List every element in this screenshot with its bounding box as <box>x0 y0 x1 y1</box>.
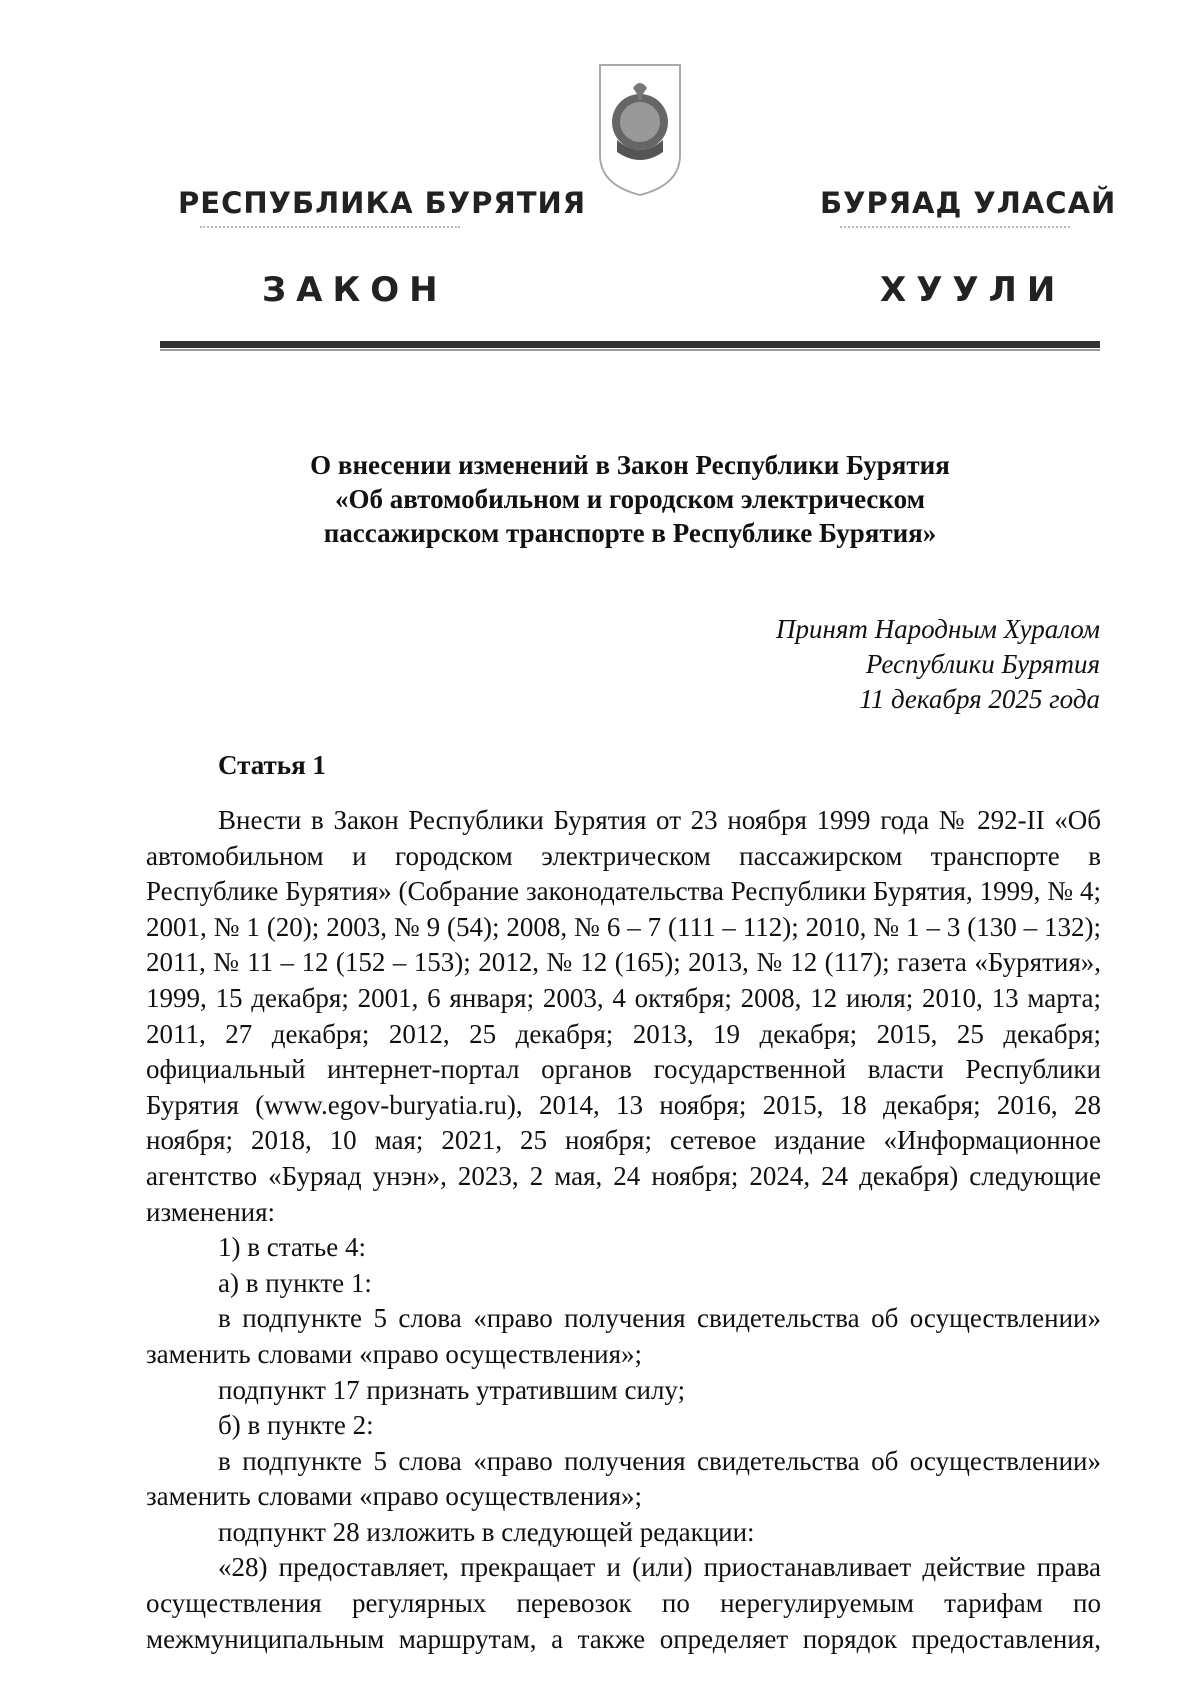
header-law-ru: ЗАКОН <box>262 270 448 310</box>
header-faint-line-right <box>840 226 1070 232</box>
article-heading: Статья 1 <box>218 750 326 780</box>
adopted-line-3: 11 декабря 2025 года <box>859 684 1100 714</box>
header-law-bua: ХУУЛИ <box>880 270 1066 310</box>
document-title <box>160 448 1100 550</box>
paragraph: Внести в Закон Республики Бурятия от 23 ноября 1999 года № 292-II «Об автомобильном и городском электрическом пассажирском транспорте в Республике Бурятия» (Собрание законодательства Республики Бурятия, 1999, № 4; 2001, № 1 (20); 2003, № 9 (54); 2008, № 6 – 7 (111 – 112); 2010, № 1 – 3 (130 – 132); 2011, № 11 – 12 (152 – 153); 2012, № 12 (165); 2013, № 12 (117); газета «Бурятия», 1999, 15 декабря; 2001, 6 января; 2003, 4 октября; 2008, 12 июля; 2010, 13 марта; 2011, 27 декабря; 2012, 25 декабря; 2013, 19 декабря; 2015, 25 декабря; официальный интернет-портал органов государственной власти Республики Бурятия (www.egov-buryatia.ru), 2014, 13 ноября; 2015, 18 декабря; 2016, 28 ноября; 2018, 10 мая; 2021, 25 ноября; сетевое издание «Информационное агентство «Буряад унэн», 2023, 2 мая, 24 ноября; 2024, 24 декабря) следующие изменения: <box>146 805 1101 1227</box>
adopted-line-1: Принят Народным Хуралом <box>775 614 1100 644</box>
paragraph: в подпункте 5 слова «право получения свидетельства об осуществлении» заменить словами «право осуществления»; <box>146 1445 1101 1512</box>
title-line-2: «Об автомобильном и городском электрическом <box>335 484 925 514</box>
title-line-1: О внесении изменений в Закон Республики Бурятия <box>310 450 950 480</box>
coat-of-arms-emblem <box>595 60 685 200</box>
paragraph: подпункт 28 изложить в следующей редакции: <box>218 1516 755 1547</box>
paragraph: б) в пункте 2: <box>218 1410 374 1441</box>
adoption-note <box>660 612 1100 717</box>
paragraph: 1) в статье 4: <box>218 1232 366 1263</box>
header-faint-line-left <box>200 226 460 232</box>
header-republic-bua: БУРЯАД УЛАСАЙ <box>820 186 1117 220</box>
adopted-line-2: Республики Бурятия <box>865 649 1100 679</box>
header-republic-ru: РЕСПУБЛИКА БУРЯТИЯ <box>178 186 587 220</box>
paragraph: в подпункте 5 слова «право получения свидетельства об осуществлении» заменить словами «право осуществления»; <box>146 1303 1101 1369</box>
paragraph: а) в пункте 1: <box>218 1267 372 1298</box>
paragraph: подпункт 17 признать утратившим силу; <box>218 1374 686 1405</box>
header-divider-thin <box>160 349 1100 351</box>
title-line-3: пассажирском транспорте в Республике Бурятия» <box>323 518 937 548</box>
header-divider <box>160 341 1100 348</box>
article-body <box>146 803 1101 1657</box>
paragraph: «28) предоставляет, прекращает и (или) приостанавливает действие права осуществления регулярных перевозок по нерегулируемым тарифам по межмуниципальным маршрутам, а также определяет порядок предоставления, <box>146 1552 1101 1654</box>
